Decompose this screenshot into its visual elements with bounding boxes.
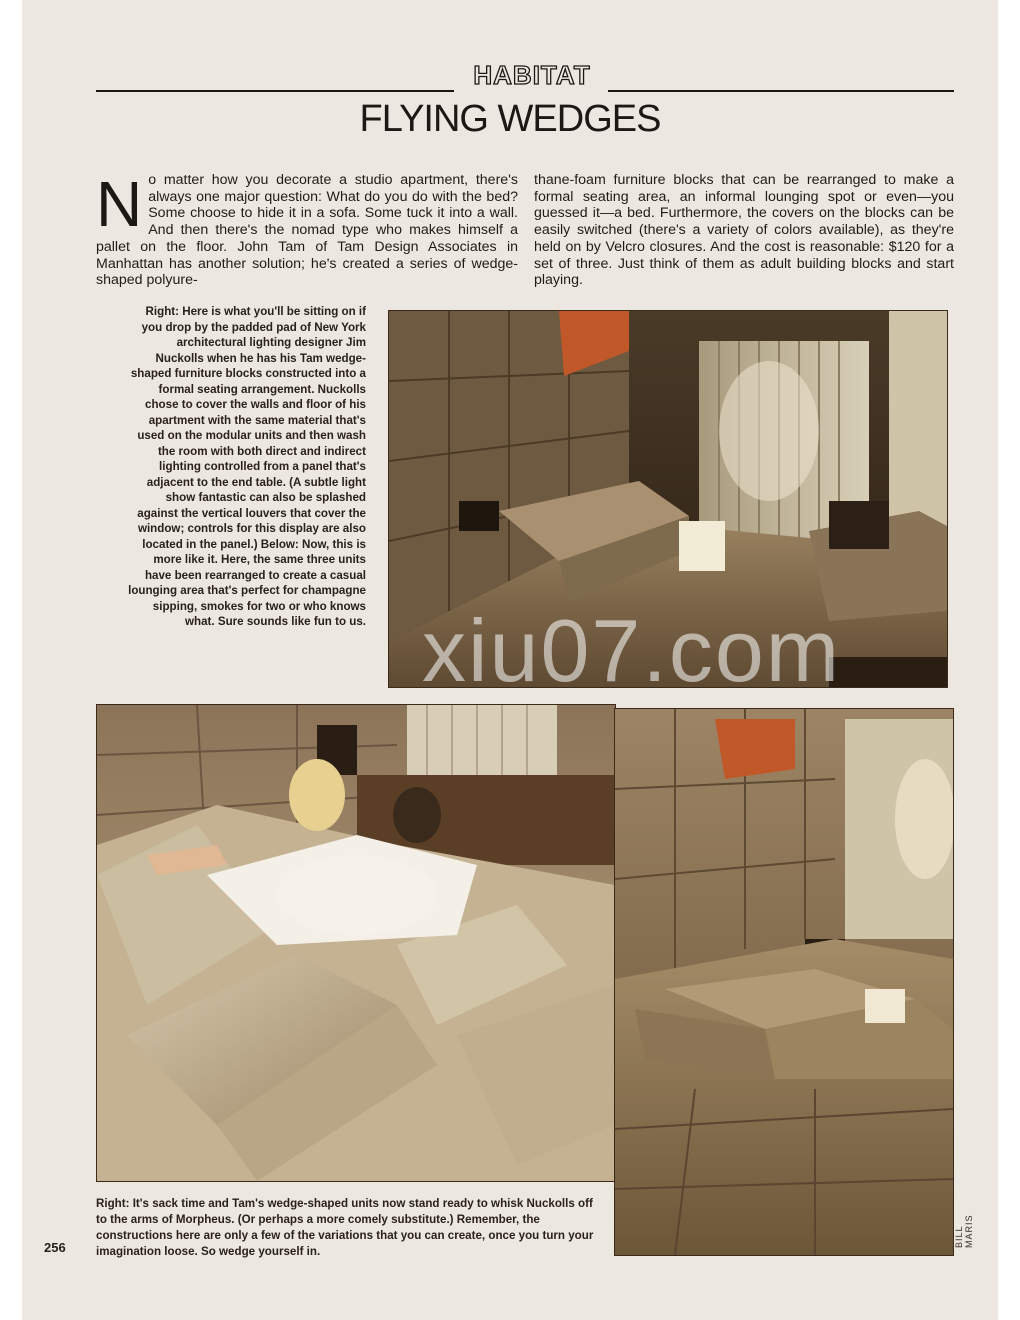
watermark: xiu07.com xyxy=(422,601,842,700)
photo-bed-arrangement xyxy=(614,708,954,1256)
photo-formal-seating xyxy=(388,310,948,688)
header-rule-right xyxy=(608,90,954,92)
intro-column-1 xyxy=(96,168,518,289)
page-number: 256 xyxy=(44,1240,66,1255)
photo-credit: BILL MARIS xyxy=(954,1214,974,1248)
intro-text-2: thane-foam furniture blocks that can be rearranged to make a formal seating area, an informal lounging spot or even—you guessed it—a bed. Furthermore, the covers on the blocks can be easily switched (there's a variety of colors available), as they're held on by Velcro closures. And the cost is reasonable: $120 for a set of three. Just think of them as adult building blocks and start playing. xyxy=(534,172,954,289)
caption-bottom: Right: It's sack time and Tam's wedge-shaped units now stand ready to whisk Nuckolls off to the arms of Morpheus. (Or perhaps a more comely substitute.) Remember, the constructions here are only a few of the variations that you can create, once you turn your imagination loose. So wedge yourself in. xyxy=(96,1197,594,1258)
dropcap: N xyxy=(96,168,143,240)
caption-top: Right: Here is what you'll be sitting on if you drop by the padded pad of New York architectural lighting designer Jim Nuckolls when he has his Tam wedge-shaped furniture blocks constructed into a formal seating arrangement. Nuckolls chose to cover the walls and floor of his apartment with the same material that's used on the modular units and then wash the room with both direct and indirect lighting controlled from a panel that's adjacent to the end table. (A subtle light show fantastic can also be splashed against the vertical louvers that cover the window; controls for this display are also located in the panel.) Below: Now, this is more like it. Here, the same three units have been rearranged to create a casual lounging area that's perfect for champagne sipping, smokes for two or who knows what. Sure sounds like fun to us. xyxy=(128,305,366,628)
header-rule-left xyxy=(96,90,454,92)
photo-couple-lounging xyxy=(96,704,616,1182)
section-label: HABITAT xyxy=(473,60,591,90)
magazine-page xyxy=(22,0,998,1320)
article-title: FLYING WEDGES xyxy=(359,98,661,140)
intro-text-1: o matter how you decorate a studio apartment, there's always one major question: What do you do with the bed? Some choose to hide it in a sofa. Some tuck it into a wall. And then there's the nomad type who makes himself a pallet on the floor. John Tam of Tam Design Associates in Manhattan has another solution; he's created a series of wedge-shaped polyure- xyxy=(96,172,518,289)
intro-column-2 xyxy=(534,172,954,289)
